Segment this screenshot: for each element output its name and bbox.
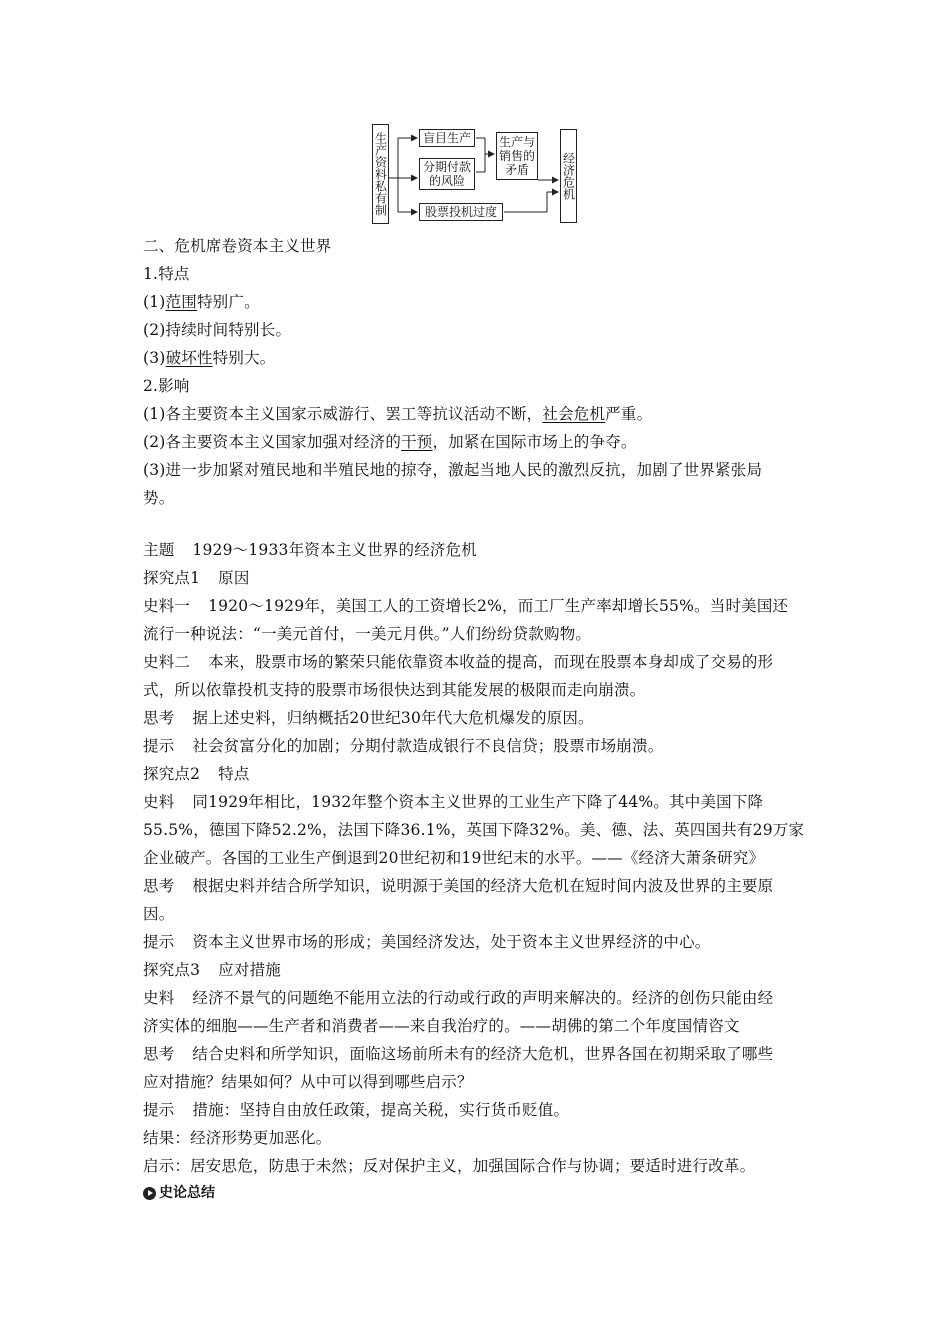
summary-label: 史论总结 [159, 1185, 215, 1201]
underlined-keyword: 干预 [401, 433, 433, 451]
text: 同1929年相比，1932年整个资本主义世界的工业生产下降了44%。其中美国下降 [192, 793, 764, 811]
feature-1 [143, 288, 815, 316]
text: 1920～1929年，美国工人的工资增长2%，而工厂生产率却增长55%。当时美国还 [208, 597, 789, 615]
text: 本来，股票市场的繁荣只能依靠资本收益的提高，而现在股票本身却成了交易的形 [208, 653, 774, 671]
label: 提示 [143, 933, 175, 951]
point-3-heading [143, 956, 815, 984]
source-4-line2: 济实体的细胞——生产者和消费者——来自我治疗的。——胡佛的第二个年度国情咨文 [143, 1017, 740, 1035]
diagram-installment-risk-box: 分期付款的风险 [419, 158, 475, 190]
label: 探究点3 [143, 961, 201, 979]
text: 措施：坚持自由放任政策，提高关税，实行货币贬值。 [192, 1101, 570, 1119]
text: 特别广。 [196, 293, 260, 311]
cause-diagram [360, 120, 590, 228]
label: 探究点1 [143, 569, 201, 587]
source-3-line1 [143, 788, 815, 816]
impact-1 [143, 400, 815, 428]
source-1-line2: 流行一种说法：“一美元首付，一美元月供。”人们纷纷贷款购物。 [143, 625, 592, 643]
label: 史料 [143, 989, 175, 1007]
summary-heading [143, 1183, 215, 1203]
question-3-line2: 应对措施？结果如何？从中可以得到哪些启示？ [143, 1073, 473, 1091]
label: 思考 [143, 877, 175, 895]
diagram-blind-production-box: 盲目生产 [419, 129, 475, 147]
impact-3-line1: (3)进一步加紧对殖民地和半殖民地的掠夺，激起当地人民的激烈反抗，加剧了世界紧张局 [143, 461, 763, 479]
text: 严重。 [605, 405, 653, 423]
question-2-line1 [143, 872, 815, 900]
label: 史料 [143, 793, 175, 811]
diagram-stock-speculation-box: 股票投机过度 [419, 203, 503, 221]
text: 特别大。 [212, 349, 276, 367]
label: 史料一 [143, 597, 191, 615]
source-1-line1 [143, 592, 815, 620]
label: 思考 [143, 1045, 175, 1063]
hint-2 [143, 928, 815, 956]
title: 特点 [218, 765, 250, 783]
text: 经济不景气的问题绝不能用立法的行动或行政的声明来解决的。经济的创伤只能由经 [192, 989, 774, 1007]
text: 结合史料和所学知识，面临这场前所未有的经济大危机，世界各国在初期采取了哪些 [192, 1045, 774, 1063]
title: 1929～1933年资本主义世界的经济危机 [192, 541, 477, 559]
text: 据上述史料，归纳概括20世纪30年代大危机爆发的原因。 [192, 709, 594, 727]
lesson-line: 启示：居安思危，防患于未然；反对保护主义，加强国际合作与协调；要适时进行改革。 [143, 1157, 756, 1175]
label: 史料二 [143, 653, 191, 671]
question-3-line1 [143, 1040, 815, 1068]
hint-1 [143, 732, 815, 760]
diagram-crisis-box: 经济危机 [560, 129, 577, 223]
source-4-line1 [143, 984, 815, 1012]
point-1-heading [143, 564, 815, 592]
text: ，加紧在国际市场上的争夺。 [432, 433, 637, 451]
features-heading: 1.特点 [143, 265, 190, 283]
feature-2: (2)持续时间特别长。 [143, 321, 292, 339]
question-2-line2: 因。 [143, 905, 175, 923]
text: 社会贫富分化的加剧；分期付款造成银行不良信贷；股票市场崩溃。 [192, 737, 664, 755]
text: 资本主义世界市场的形成；美国经济发达，处于资本主义世界经济的中心。 [192, 933, 711, 951]
underlined-keyword: 范围 [165, 293, 197, 311]
play-circle-icon [143, 1187, 156, 1200]
title: 原因 [218, 569, 250, 587]
underlined-keyword: 破坏性 [165, 349, 213, 367]
text: (2)各主要资本主义国家加强对经济的 [143, 433, 402, 451]
source-3-line3: 企业破产。各国的工业生产倒退到20世纪初和19世纪末的水平。——《经济大萧条研究》 [143, 849, 765, 867]
label: 提示 [143, 737, 175, 755]
diagram-conflict-box: 生产与销售的矛盾 [496, 132, 538, 180]
label: 思考 [143, 709, 175, 727]
impact-heading: 2.影响 [143, 377, 190, 395]
text: 根据史料并结合所学知识，说明源于美国的经济大危机在短时间内波及世界的主要原 [192, 877, 774, 895]
label: 主题 [143, 541, 175, 559]
num: (1) [143, 293, 166, 311]
title: 应对措施 [218, 961, 281, 979]
diagram-root-box: 生产资料私有制 [372, 124, 389, 224]
underlined-keyword: 社会危机 [542, 405, 606, 423]
impact-2 [143, 428, 815, 456]
section-heading: 二、危机席卷资本主义世界 [143, 237, 332, 255]
topic-heading [143, 536, 815, 564]
text: (1)各主要资本主义国家示威游行、罢工等抗议活动不断， [143, 405, 543, 423]
result-line: 结果：经济形势更加恶化。 [143, 1129, 332, 1147]
point-2-heading [143, 760, 815, 788]
hint-3 [143, 1096, 815, 1124]
label: 提示 [143, 1101, 175, 1119]
num: (3) [143, 349, 166, 367]
source-3-line2: 55.5%，德国下降52.2%，法国下降36.1%，英国下降32%。美、德、法、英四国共有29万家 [143, 821, 805, 839]
question-1 [143, 704, 815, 732]
source-2-line1 [143, 648, 815, 676]
impact-3-line2: 势。 [143, 489, 175, 507]
feature-3 [143, 344, 815, 372]
label: 探究点2 [143, 765, 201, 783]
source-2-line2: 式，所以依靠投机支持的股票市场很快达到其能发展的极限而走向崩溃。 [143, 681, 646, 699]
